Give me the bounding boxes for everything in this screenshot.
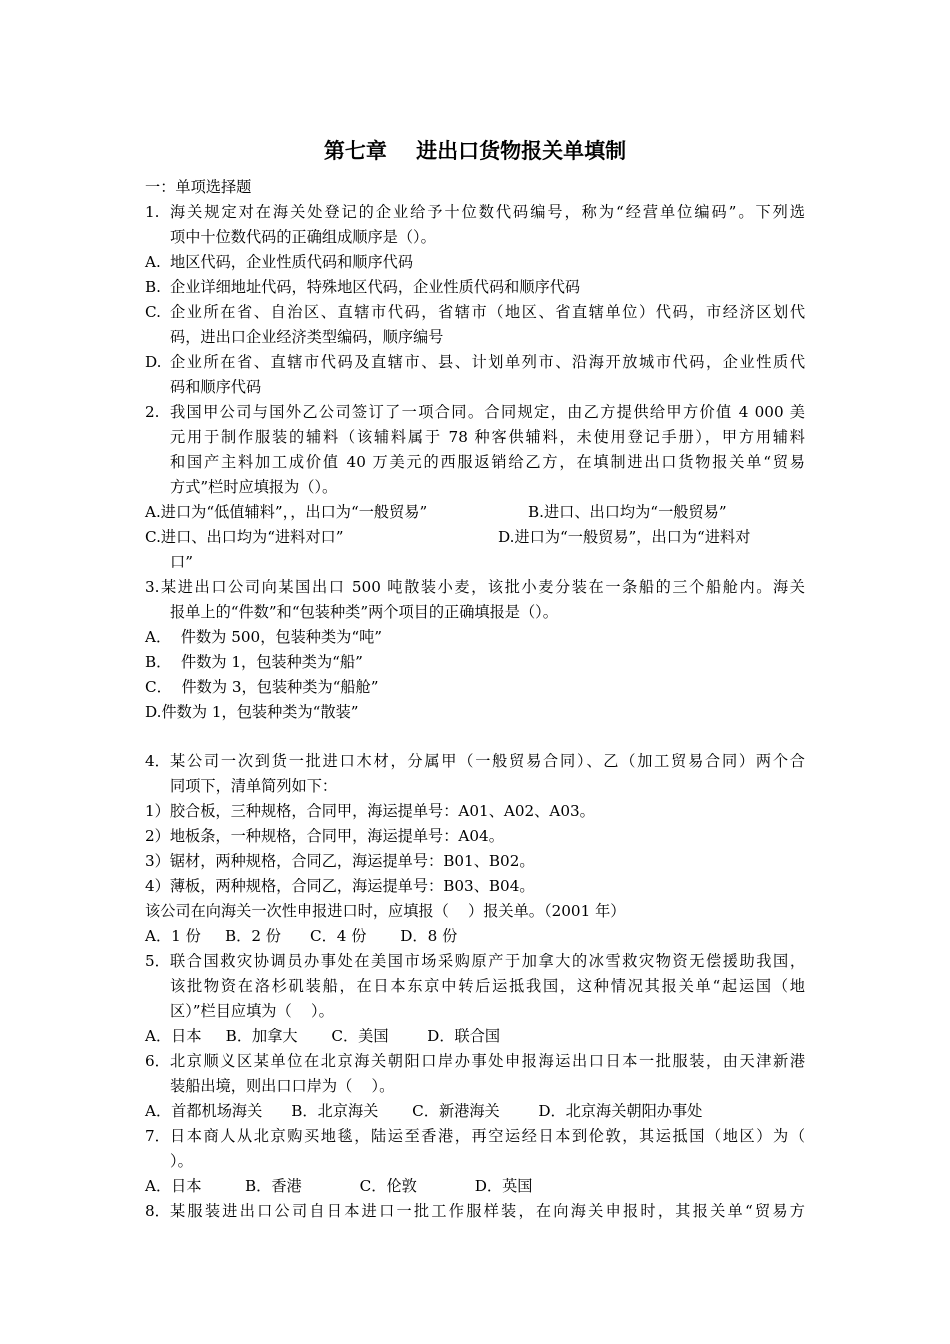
question-number: 1. xyxy=(145,203,160,221)
option-text: C． 件数为 3，包装种类为“船舱” xyxy=(145,678,379,696)
option-text: 企业详细地址代码，特殊地区代码，企业性质代码和顺序代码 xyxy=(170,278,581,296)
question-number: 4． xyxy=(145,752,170,770)
option-text: C.进口、出口均为“进料对口” xyxy=(145,528,344,546)
list-item: 4）薄板，两种规格，合同乙，海运提单号：B03、B04。 xyxy=(145,877,535,895)
question-stem-line: 和国产主料加工成价值 40 万美元的西服返销给乙方，在填制进出口货物报关单“贸易 xyxy=(170,453,805,471)
question-stem-line: 某进出口公司向某国出口 500 吨散装小麦，该批小麦分装在一条船的三个船舱内。海关 xyxy=(161,578,805,596)
option-text: D.件数为 1，包装种类为“散装” xyxy=(145,703,359,721)
option-text: A.进口为“低值辅料”，，出口为“一般贸易” xyxy=(145,503,428,521)
question-stem-line: 联合国救灾协调员办事处在美国市场采购原产于加拿大的冰雪救灾物资无偿援助我国， xyxy=(170,952,805,970)
option-label: C. xyxy=(145,303,161,321)
question-stem-line: 项中十位数代码的正确组成顺序是（）。 xyxy=(170,228,436,246)
option-text: B.进口、出口均为“一般贸易” xyxy=(528,503,727,521)
question-number: 3. xyxy=(145,578,160,596)
option-label: A. xyxy=(145,253,161,271)
option-text: A． 件数为 500，包装种类为“吨” xyxy=(145,628,383,646)
question-stem-line: 报单上的“件数”和“包装种类”两个项目的正确填报是（）。 xyxy=(170,603,558,621)
option-text: 码，进出口企业经济类型编码，顺序编号 xyxy=(170,328,444,346)
list-item: 1）胶合板，三种规格，合同甲，海运提单号：A01、A02、A03。 xyxy=(145,802,595,820)
option-label: D. xyxy=(145,353,162,371)
option-row: A．首都机场海关 B．北京海关 C．新港海关 D．北京海关朝阳办事处 xyxy=(145,1102,703,1120)
question-stem-line: 我国甲公司与国外乙公司签订了一项合同。合同规定，由乙方提供给甲方价值 4 000 美 xyxy=(170,403,805,421)
question-number: 7． xyxy=(145,1127,170,1145)
option-row: A．日本 B．加拿大 C．美国 D．联合国 xyxy=(145,1027,501,1045)
question-stem-line: 方式”栏时应填报为（）。 xyxy=(170,478,338,496)
option-text: B． 件数为 1，包装种类为“船” xyxy=(145,653,363,671)
question-stem-line: 日本商人从北京购买地毯，陆运至香港，再空运经日本到伦敦，其运抵国（地区）为（ xyxy=(170,1127,805,1145)
option-row: A．日本 B．香港 C．伦敦 D．英国 xyxy=(145,1177,533,1195)
chapter-title: 第七章 进出口货物报关单填制 xyxy=(323,138,627,163)
option-text: 码和顺序代码 xyxy=(170,378,262,396)
question-prompt: 该公司在向海关一次性申报进口时，应填报（ ）报关单。（2001 年） xyxy=(145,902,626,920)
question-stem-line: 同项下，清单简列如下： xyxy=(170,777,338,795)
list-item: 3）锯材，两种规格，合同乙，海运提单号：B01、B02。 xyxy=(145,852,535,870)
section-heading: 一：单项选择题 xyxy=(145,178,252,196)
question-stem-line: 区）”栏目应填为（ ）。 xyxy=(170,1002,334,1020)
option-text: D.进口为“一般贸易”，出口为“进料对 xyxy=(498,528,751,546)
question-stem-line: 该批物资在洛杉矶装船，在日本东京中转后运抵我国，这种情况其报关单“起运国（地 xyxy=(170,977,805,995)
option-text: 口” xyxy=(170,553,193,571)
question-stem-line: 海关规定对在海关处登记的企业给予十位数代码编号，称为“经营单位编码”。下列选 xyxy=(170,203,805,221)
option-row: A．1 份 B．2 份 C．4 份 D．8 份 xyxy=(145,927,458,945)
list-item: 2）地板条，一种规格，合同甲，海运提单号：A04。 xyxy=(145,827,504,845)
question-stem-line: 元用于制作服装的辅料（该辅料属于 78 种客供辅料，未使用登记手册），甲方用辅料 xyxy=(170,428,805,446)
question-stem-line: ）。 xyxy=(170,1152,193,1170)
question-number: 8． xyxy=(145,1202,170,1220)
option-label: B. xyxy=(145,278,161,296)
question-number: 2. xyxy=(145,403,160,421)
question-stem-line: 某公司一次到货一批进口木材，分属甲（一般贸易合同）、乙（加工贸易合同）两个合 xyxy=(170,752,805,770)
option-text: 地区代码，企业性质代码和顺序代码 xyxy=(170,253,413,271)
question-stem-line: 北京顺义区某单位在北京海关朝阳口岸办事处申报海运出口日本一批服装，由天津新港 xyxy=(170,1052,805,1070)
option-text: 企业所在省、自治区、直辖市代码，省辖市（地区、省直辖单位）代码，市经济区划代 xyxy=(170,303,805,321)
option-text: 企业所在省、直辖市代码及直辖市、县、计划单列市、沿海开放城市代码，企业性质代 xyxy=(170,353,805,371)
question-stem-line: 某服装进出口公司自日本进口一批工作服样装，在向海关申报时，其报关单“贸易方 xyxy=(170,1202,805,1220)
question-number: 5． xyxy=(145,952,170,970)
question-stem-line: 装船出境，则出口口岸为（ ）。 xyxy=(170,1077,395,1095)
question-number: 6． xyxy=(145,1052,170,1070)
